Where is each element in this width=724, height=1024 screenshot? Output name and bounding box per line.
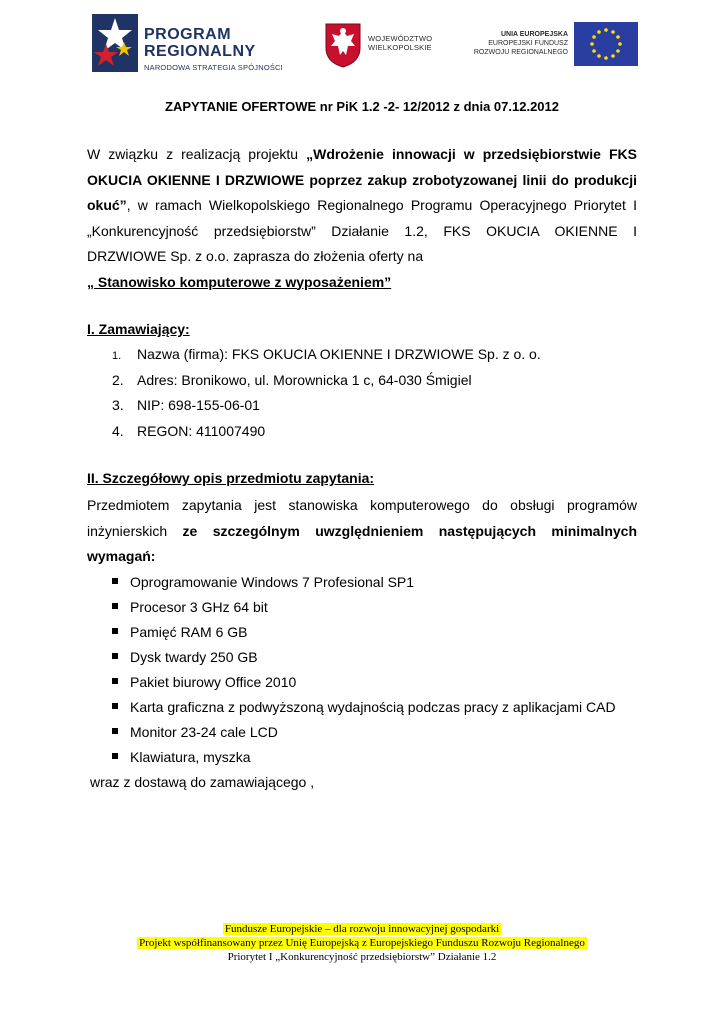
wielkopolskie-logo (324, 22, 444, 68)
description-text: Przedmiotem zapytania jest stanowiska komputerowego do obsługi programów inżynierskich (87, 497, 637, 539)
list-item (112, 419, 541, 445)
offer-subject: „ Stanowisko komputerowe z wyposażeniem” (87, 273, 392, 290)
footer-line2: Projekt współfinansowany przez Unię Europejską z Europejskiego Funduszu Rozwoju Regionalnego (139, 937, 585, 949)
square-bullet-icon (112, 703, 118, 709)
eu-logo-line3: ROZWOJU REGIONALNEGO (473, 49, 568, 56)
eu-logo-line2: EUROPEJSKI FUNDUSZ (488, 40, 568, 47)
requirement-text: Oprogramowanie Windows 7 Profesional SP1 (130, 574, 415, 590)
square-bullet-icon (112, 678, 118, 684)
region-logo-line1: WOJEWÓDZTWO (368, 34, 433, 43)
requirements-list (112, 570, 616, 770)
list-item (112, 670, 616, 695)
requirement-text: Dysk twardy 250 GB (130, 649, 258, 665)
requirement-text: Monitor 23-24 cale LCD (130, 724, 278, 740)
requirement-text: Procesor 3 GHz 64 bit (130, 599, 268, 615)
requirement-text: Klawiatura, myszka (130, 749, 251, 765)
list-item (112, 342, 541, 368)
description-bold-text: ze szczególnym uwzględnieniem następujących minimalnych wymagań: (87, 522, 637, 564)
requirement-text: Karta graficzna z podwyższoną wydajnością podczas pracy z aplikacjami CAD (130, 699, 616, 715)
project-name: „Wdrożenie innowacji w przedsiębiorstwie FKS OKUCIA OKIENNE I DRZWIOWE poprzez zakup zrobotyzowanej linii do produkcji okuć” (87, 146, 637, 213)
intro-text-part2: , w ramach Wielkopolskiego Regionalnego Programu Operacyjnego Priorytet I „Konkurencyjność przedsiębiorstw” Działanie 1.2, FKS OKUCIA OKIENNE I DRZWIOWE Sp. z o.o. zaprasza do złożenia oferty na (87, 197, 637, 264)
square-bullet-icon (112, 753, 118, 759)
list-item (112, 393, 541, 419)
list-item (112, 620, 616, 645)
program-logo-line2: REGIONALNY (144, 43, 256, 60)
list-item (112, 745, 616, 770)
program-regionalny-logo (92, 14, 312, 78)
square-bullet-icon (112, 728, 118, 734)
requirement-text: Pakiet biurowy Office 2010 (130, 674, 297, 690)
footer-line3: Priorytet I „Konkurencyjność przedsiębiorstw” Działanie 1.2 (227, 951, 497, 963)
square-bullet-icon (112, 578, 118, 584)
list-item (112, 570, 616, 595)
closing-line: wraz z dostawą do zamawiającego , (90, 774, 315, 790)
orderer-details-list (112, 342, 541, 444)
eu-logo (466, 22, 638, 68)
page-footer (0, 922, 724, 964)
intro-text-part1: W związku z realizacją projektu (87, 146, 307, 162)
list-item-text: Adres: Bronikowo, ul. Morownicka 1 c, 64-030 Śmigiel (137, 371, 472, 388)
eu-flag-icon (574, 22, 638, 66)
footer-line1: Fundusze Europejskie – dla rozwoju innowacyjnej gospodarki (224, 923, 500, 935)
list-item (112, 645, 616, 670)
list-item (112, 595, 616, 620)
list-item (112, 720, 616, 745)
program-logo-line1: PROGRAM (144, 26, 232, 43)
section2-description (87, 493, 637, 570)
list-item-text: Nazwa (firma): FKS OKUCIA OKIENNE I DRZWIOWE Sp. z o. o. (137, 346, 541, 362)
list-item-number: 3. (112, 397, 124, 413)
section1-heading: I. Zamawiający: (87, 321, 190, 337)
list-item (112, 695, 616, 720)
section2-heading: II. Szczegółowy opis przedmiotu zapytania: (87, 470, 375, 486)
list-item (112, 368, 541, 394)
eu-logo-line1: UNIA EUROPEJSKA (500, 31, 568, 38)
square-bullet-icon (112, 628, 118, 634)
document-title: ZAPYTANIE OFERTOWE nr PiK 1.2 -2- 12/2012 z dnia 07.12.2012 (165, 99, 559, 114)
list-item-number: 2. (112, 371, 124, 388)
intro-paragraph (87, 142, 637, 295)
requirement-text: Pamięć RAM 6 GB (130, 624, 248, 640)
list-item-text: NIP: 698-155-06-01 (137, 397, 260, 413)
wielkopolskie-eagle-shield-icon (324, 22, 362, 68)
square-bullet-icon (112, 603, 118, 609)
program-regionalny-emblem-icon (92, 14, 138, 72)
list-item-number: 4. (112, 422, 124, 439)
list-item-number: 1. (112, 350, 122, 362)
program-logo-line3: NARODOWA STRATEGIA SPÓJNOŚCI (144, 63, 283, 72)
square-bullet-icon (112, 653, 118, 659)
region-logo-line2: WIELKOPOLSKIE (368, 43, 432, 52)
list-item-text: REGON: 411007490 (137, 422, 266, 439)
